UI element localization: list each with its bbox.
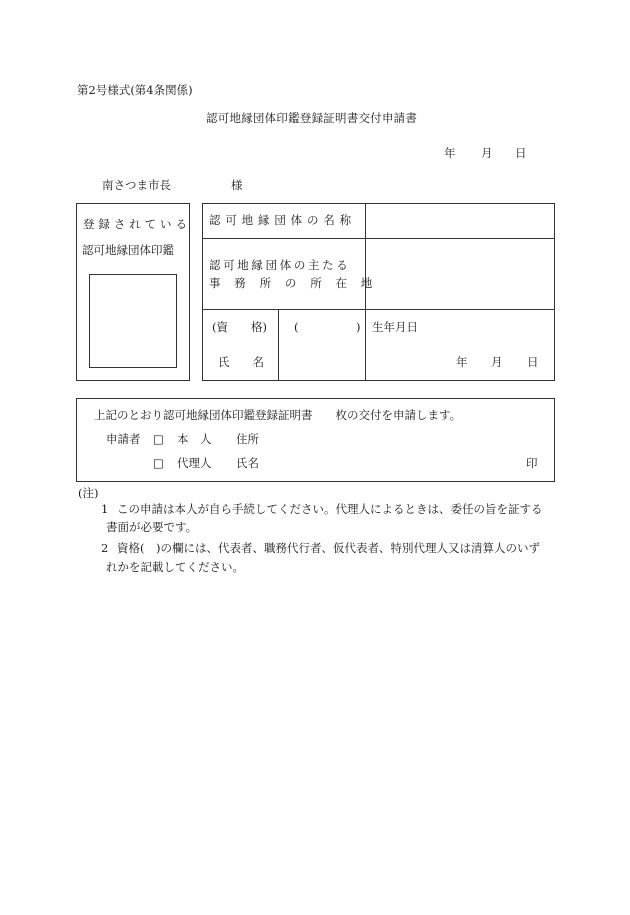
form-number: 第2号様式(第4条関係): [77, 83, 193, 97]
date-year-label: 年: [444, 146, 456, 160]
representative-name-field[interactable]: [283, 340, 361, 376]
applicant-label: 申請者: [106, 432, 141, 446]
table-divider: [202, 238, 555, 239]
agent-label: 代理人: [177, 456, 212, 470]
addressee-honorific: 様: [231, 178, 243, 192]
office-label-line1: 認可地縁団体の主たる: [209, 258, 351, 272]
address-label: 住所: [236, 432, 259, 446]
self-checkbox[interactable]: □: [153, 432, 164, 446]
note-2-text: 資格( )の欄には、代表者、職務代行者、仮代表者、特別代理人又は清算人のいず: [117, 541, 540, 555]
org-name-field[interactable]: [370, 207, 550, 235]
note-2-text-cont: れかを記載してください。: [106, 560, 244, 574]
table-divider: [278, 309, 279, 381]
note-1-number: 1: [101, 502, 109, 516]
birthdate-label: 生年月日: [372, 320, 418, 334]
note-1-text-cont: 書面が必要です。: [106, 520, 198, 534]
seal-mark: 印: [526, 456, 538, 470]
table-divider: [365, 203, 366, 381]
seal-box-label-line1: 登録されている: [83, 217, 191, 231]
office-label-line2: 事務所の所在地: [209, 276, 387, 290]
note-1-text: この申請は本人が自ら手続してください。代理人によるときは、委任の旨を証する: [117, 502, 543, 516]
page-title: 認可地縁団体印鑑登録証明書交付申請書: [206, 111, 418, 125]
name-label: 氏 名: [218, 355, 264, 369]
qualification-label: (資 格): [212, 320, 267, 334]
date-day-label: 日: [515, 146, 527, 160]
date-month-label: 月: [481, 146, 493, 160]
agent-checkbox[interactable]: □: [153, 456, 164, 470]
applicant-name-label: 氏名: [236, 456, 259, 470]
self-label: 本 人: [177, 432, 212, 446]
table-divider: [202, 309, 555, 310]
note-2-number: 2: [101, 541, 109, 555]
notes-heading: (注): [78, 486, 99, 500]
birth-month-label: 月: [491, 355, 503, 369]
addressee-name: 南さつま市長: [102, 178, 171, 192]
seal-impression-area[interactable]: [89, 274, 177, 368]
office-address-field[interactable]: [370, 242, 550, 305]
seal-box-label-line2: 認可地縁団体印鑑: [82, 243, 174, 257]
birth-year-label: 年: [456, 355, 468, 369]
qualification-input[interactable]: ( ): [294, 320, 361, 334]
birth-day-label: 日: [527, 355, 539, 369]
org-name-label: 認可地縁団体の名称: [209, 213, 356, 227]
request-text: 上記のとおり認可地縁団体印鑑登録証明書 枚の交付を申請します。: [94, 408, 462, 422]
